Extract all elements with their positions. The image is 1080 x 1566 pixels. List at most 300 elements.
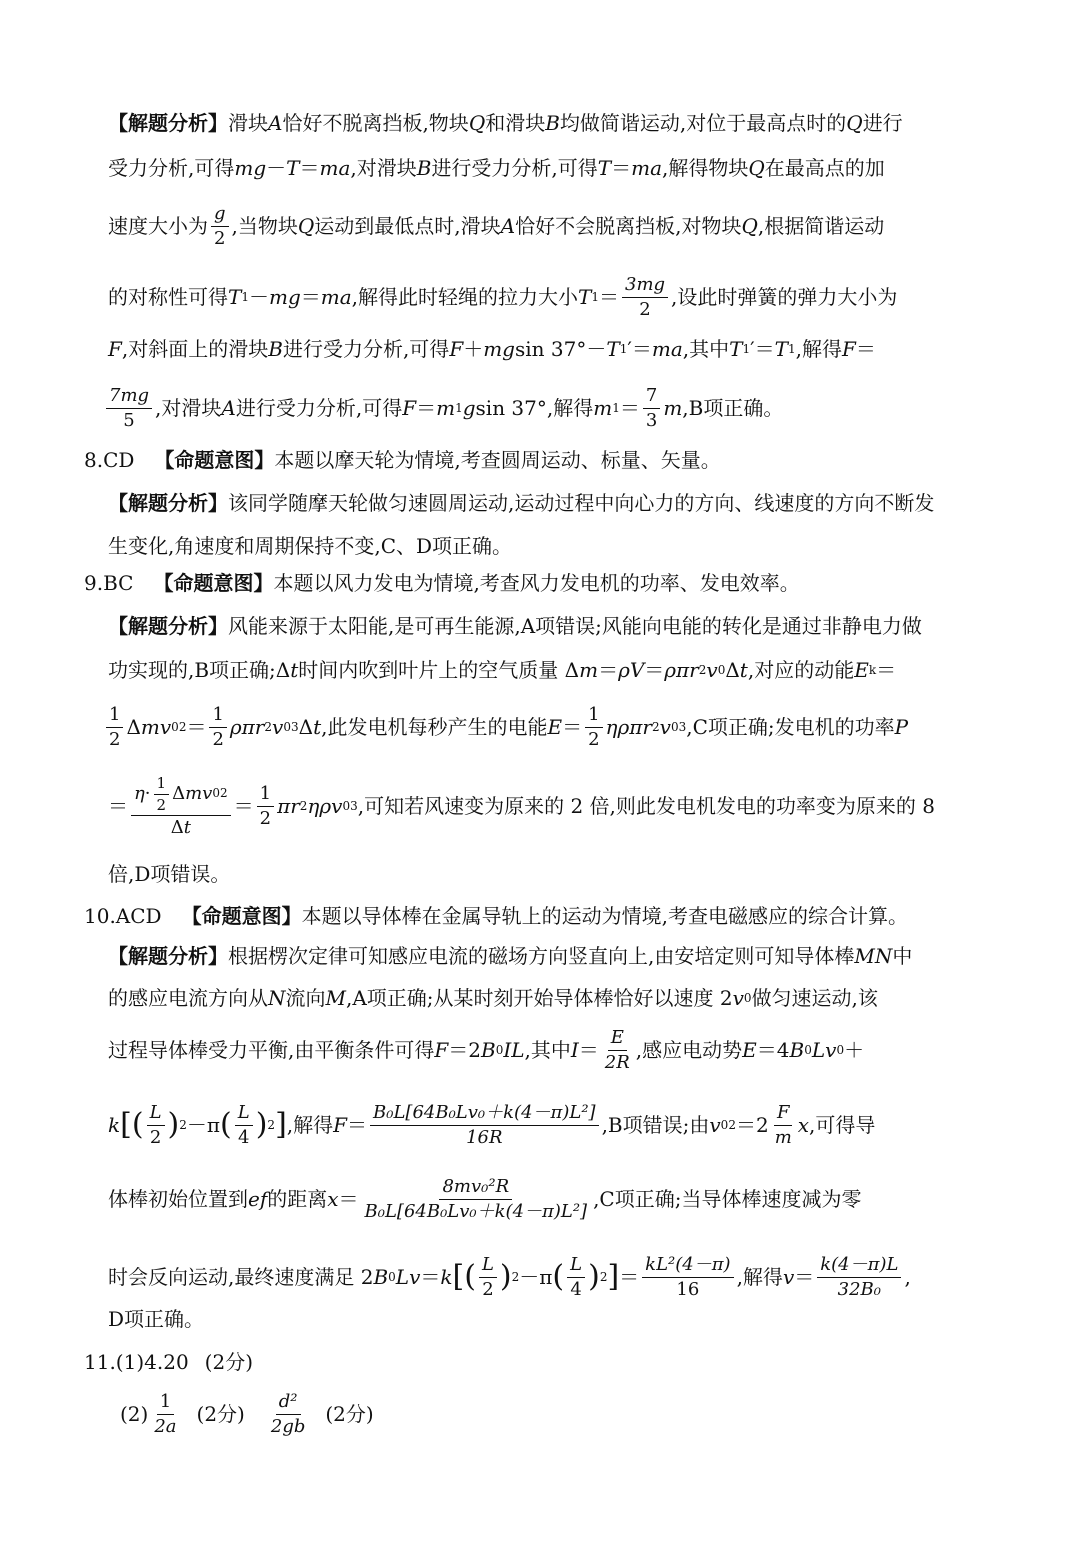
var: Q xyxy=(297,214,315,239)
fraction xyxy=(257,784,274,829)
text: 的对称性可得 xyxy=(108,285,228,310)
var: ρπr xyxy=(664,658,699,682)
text: 进行 xyxy=(862,111,903,135)
text: ,解得此时轻绳的拉力大小 xyxy=(351,285,579,310)
text: 均做简谐运动,对位于最高点时的 xyxy=(559,111,847,135)
var: M xyxy=(325,986,346,1010)
op: ＝ xyxy=(233,794,254,819)
subscript: 0 xyxy=(804,1043,812,1058)
var: ηρv xyxy=(307,794,343,819)
subscript: 0 xyxy=(720,1118,729,1133)
var: k xyxy=(108,1113,121,1138)
fraction xyxy=(362,1177,591,1222)
var: F xyxy=(842,337,856,361)
text: 做匀速运动,该 xyxy=(751,986,878,1010)
var: t xyxy=(183,817,191,838)
text: ,解得 xyxy=(286,1113,334,1138)
denominator: 2R xyxy=(604,1051,630,1073)
text: ,可得导 xyxy=(809,1113,876,1138)
var: x xyxy=(797,1113,810,1138)
fraction xyxy=(370,1103,599,1148)
text: 生变化,角速度和周期保持不变,C、D项正确。 xyxy=(108,534,513,558)
var: A xyxy=(500,214,516,239)
text: 受力分析,可得 xyxy=(108,156,235,180)
text: ,C项正确;发电机的功率 xyxy=(686,715,895,740)
numerator: g xyxy=(211,204,229,227)
text: 根据楞次定律可知感应电流的磁场方向竖直向上,由安培定则可知导体棒 xyxy=(228,944,855,968)
text: 在最高点的加 xyxy=(764,156,885,180)
superscript: 2 xyxy=(299,799,308,814)
superscript: 2 xyxy=(698,663,707,677)
text: 风能来源于太阳能,是可再生能源,A项错误;风能向电能的转化是通过非静电力做 xyxy=(228,614,922,638)
op: ＝ xyxy=(347,1113,368,1138)
var: Q xyxy=(468,111,486,135)
text: ,感应电动势 xyxy=(635,1038,743,1063)
op: ＝ xyxy=(562,715,583,740)
numerator: 3mg xyxy=(622,275,668,298)
var: m xyxy=(663,396,683,421)
text: 进行受力分析,可得 xyxy=(282,337,450,361)
paren: ) xyxy=(167,1107,180,1143)
numerator: 1 xyxy=(257,784,274,807)
var: B xyxy=(789,1038,805,1063)
fraction xyxy=(235,1103,253,1148)
text: ,此发电机每秒产生的电能 xyxy=(321,715,548,740)
item-8-header xyxy=(84,450,721,470)
text-line xyxy=(108,386,783,431)
subscript: 0 xyxy=(743,991,752,1005)
fraction xyxy=(479,1255,497,1300)
superscript: 2 xyxy=(267,1118,276,1133)
item-answer: 9.BC xyxy=(84,571,134,595)
fraction xyxy=(602,1028,633,1073)
text: ,当物块 xyxy=(231,214,298,239)
var: T xyxy=(228,285,242,310)
op: －π xyxy=(186,1113,221,1138)
numerator: L xyxy=(147,1103,165,1126)
subscript: 0 xyxy=(836,1043,845,1058)
fraction xyxy=(106,386,152,431)
var: v xyxy=(782,1265,795,1290)
var: ma xyxy=(631,156,663,180)
part-label: (2) xyxy=(120,1402,149,1427)
subscript: 1 xyxy=(619,342,628,356)
analysis-line xyxy=(108,113,903,133)
text: ,C项正确;当导体棒速度减为零 xyxy=(593,1187,862,1212)
text: ,对应的动能 xyxy=(747,658,855,682)
text-line xyxy=(108,988,878,1008)
text-line xyxy=(108,775,935,838)
var: T xyxy=(597,156,612,180)
fraction xyxy=(643,386,660,431)
text: ,对斜面上的滑块 xyxy=(121,337,269,361)
var: T xyxy=(774,337,788,361)
var: v xyxy=(706,658,718,682)
text: ,对滑块 xyxy=(155,396,222,421)
var: B xyxy=(373,1265,389,1290)
var: E xyxy=(547,715,563,740)
text: Δ xyxy=(126,715,141,740)
intent-tag: 【命题意图】 xyxy=(153,571,274,595)
op: － xyxy=(248,285,269,310)
op: ＝ xyxy=(619,1265,640,1290)
analysis-line xyxy=(108,616,922,636)
fraction xyxy=(106,705,123,750)
var: mg xyxy=(483,337,515,361)
paren: ( xyxy=(220,1107,232,1143)
var: F xyxy=(333,1113,348,1138)
denominator: 2 xyxy=(149,1126,162,1148)
denominator: 2gb xyxy=(270,1415,306,1437)
text: ,解得 xyxy=(795,337,842,361)
item-answer: 11.(1)4.20 xyxy=(84,1350,189,1374)
var: E xyxy=(854,658,869,682)
op: ＝ xyxy=(794,1265,815,1290)
text: ,根据简谐运动 xyxy=(757,214,885,239)
superscript: 2 xyxy=(599,1270,608,1285)
numerator: 1 xyxy=(106,705,123,728)
op: －π xyxy=(519,1265,553,1290)
fraction xyxy=(154,775,170,813)
fraction xyxy=(268,1392,309,1437)
numerator: 1 xyxy=(154,775,170,795)
text: Δ xyxy=(170,817,184,838)
var: Q xyxy=(846,111,863,135)
numerator: 1 xyxy=(209,705,226,728)
denominator: 2 xyxy=(639,298,651,320)
var: B xyxy=(480,1038,496,1063)
denominator: 2 xyxy=(212,728,224,750)
op: ＝ xyxy=(598,658,619,682)
paren: ) xyxy=(499,1259,512,1295)
subscript: 0 xyxy=(283,720,291,735)
denominator: 2a xyxy=(154,1415,177,1437)
text: 进行受力分析,可得 xyxy=(235,396,403,421)
score: (2分) xyxy=(196,1402,245,1427)
analysis-line xyxy=(108,493,934,513)
superscript: 3 xyxy=(350,799,358,814)
var: ma xyxy=(651,337,683,361)
text-line xyxy=(108,536,512,556)
score: (2分) xyxy=(325,1402,374,1427)
superscript: 2 xyxy=(728,1118,736,1133)
text: ,A项正确;从某时刻开始导体棒恰好以速度 2 xyxy=(345,986,733,1010)
text: 过程导体棒受力平衡,由平衡条件可得 xyxy=(108,1038,435,1063)
text: Δ xyxy=(298,715,314,740)
subscript: 0 xyxy=(670,720,679,735)
op: ＝ xyxy=(108,794,128,819)
op: ＝ xyxy=(578,1038,599,1063)
text-line xyxy=(108,660,896,680)
var: F xyxy=(402,396,417,421)
var: mv xyxy=(185,783,213,805)
text: 速度大小为 xyxy=(108,214,208,239)
text: 倍,D项错误。 xyxy=(108,862,231,886)
item-9-header xyxy=(84,573,800,593)
var: ρπr xyxy=(229,715,265,740)
var: T xyxy=(286,156,300,180)
text: ,其中 xyxy=(682,337,730,361)
op: ＝ xyxy=(416,396,437,421)
op: ＋ xyxy=(844,1038,865,1063)
numerator xyxy=(131,775,231,816)
text: sin 37°,解得 xyxy=(475,396,594,421)
op: ＝ xyxy=(619,396,640,421)
item-answer: 8.CD xyxy=(84,448,135,472)
fraction xyxy=(567,1255,585,1300)
superscript: 2 xyxy=(179,1118,187,1133)
var: v xyxy=(732,986,744,1010)
superscript: 2 xyxy=(219,786,228,801)
numerator: d² xyxy=(276,1392,301,1415)
op: ＝ xyxy=(186,715,207,740)
paren: ( xyxy=(131,1107,144,1143)
var: B xyxy=(545,111,560,135)
op: ＝2 xyxy=(735,1113,769,1138)
fraction xyxy=(209,705,226,750)
text: 时会反向运动,最终速度满足 2 xyxy=(108,1265,374,1290)
var: η xyxy=(134,783,145,805)
var: t xyxy=(313,715,322,740)
var: P xyxy=(894,715,909,740)
subscript: 1 xyxy=(788,342,796,356)
subscript: 1 xyxy=(591,290,599,305)
text: , xyxy=(904,1265,911,1290)
fraction xyxy=(147,1103,165,1148)
analysis-tag: 【解题分析】 xyxy=(108,944,228,968)
numerator: L xyxy=(235,1103,253,1126)
score: (2分) xyxy=(204,1350,254,1374)
subscript: 1 xyxy=(241,290,249,305)
text: 恰好不脱离挡板,物块 xyxy=(282,111,469,135)
bracket: [ xyxy=(120,1107,132,1143)
text: 中 xyxy=(892,944,913,968)
op: ＝ xyxy=(420,1265,441,1290)
numerator: 7 xyxy=(643,386,660,409)
analysis-tag: 【解题分析】 xyxy=(108,614,228,638)
numerator: L xyxy=(567,1255,585,1278)
var: t xyxy=(290,658,299,682)
text: 的距离 xyxy=(267,1187,328,1212)
var: Q xyxy=(741,214,758,239)
var: m xyxy=(593,396,613,421)
bracket: [ xyxy=(452,1259,465,1295)
subscript: 0 xyxy=(212,786,220,801)
subscript: 1 xyxy=(455,401,463,416)
denominator xyxy=(168,816,194,838)
text-line xyxy=(108,1103,875,1148)
numerator: k(4－π)L xyxy=(817,1255,901,1278)
text-line xyxy=(108,705,908,750)
var: Q xyxy=(748,156,765,180)
op: ＝ xyxy=(855,337,876,361)
numerator: B₀L[64B₀Lv₀＋k(4－π)L²] xyxy=(370,1103,599,1126)
var: mg xyxy=(234,156,267,180)
text: 运动到最低点时,滑块 xyxy=(314,214,501,239)
denominator: m xyxy=(774,1126,792,1148)
numerator: kL²(4－π) xyxy=(642,1255,733,1278)
fraction xyxy=(622,275,668,320)
text: ,设此时弹簧的弹力大小为 xyxy=(671,285,898,310)
numerator: F xyxy=(774,1103,793,1126)
op: － xyxy=(266,156,287,180)
var: ma xyxy=(320,285,352,310)
op: · xyxy=(144,783,151,805)
text: sin 37°－ xyxy=(514,337,607,361)
subscript: 0 xyxy=(388,1270,396,1285)
superscript: 2 xyxy=(178,720,187,735)
var: B xyxy=(268,337,283,361)
denominator: 16R xyxy=(466,1126,503,1148)
superscript: 2 xyxy=(651,720,660,735)
op: ＝ xyxy=(300,285,321,310)
denominator: 2 xyxy=(214,227,226,249)
var: mg xyxy=(268,285,301,310)
fraction xyxy=(211,204,229,249)
text: 进行受力分析,可得 xyxy=(431,156,598,180)
text: ,B项正确。 xyxy=(682,396,784,421)
op: ＝ xyxy=(611,156,632,180)
numerator: E xyxy=(608,1028,627,1051)
denominator: 4 xyxy=(570,1278,582,1300)
text: 本题以导体棒在金属导轨上的运动为情境,考查电磁感应的综合计算。 xyxy=(301,904,908,928)
analysis-tag: 【解题分析】 xyxy=(108,111,228,135)
fraction xyxy=(642,1255,733,1300)
text-line xyxy=(108,864,230,884)
intent-tag: 【命题意图】 xyxy=(154,448,275,472)
var: Lv xyxy=(395,1265,421,1290)
intent-tag: 【命题意图】 xyxy=(181,904,302,928)
var: ma xyxy=(319,156,351,180)
numerator: L xyxy=(479,1255,497,1278)
paren: ) xyxy=(255,1107,268,1143)
fraction xyxy=(151,1392,179,1437)
text: 该同学随摩天轮做匀速圆周运动,运动过程中向心力的方向、线速度的方向不断发 xyxy=(228,491,935,515)
numerator: 8mv₀²R xyxy=(439,1177,512,1200)
var: T xyxy=(578,285,592,310)
text-line xyxy=(108,1028,864,1073)
numerator: 7mg xyxy=(106,386,152,409)
op: ＝4 xyxy=(756,1038,790,1063)
var: v xyxy=(709,1113,721,1138)
denominator: 2 xyxy=(482,1278,494,1300)
analysis-line xyxy=(108,946,912,966)
var: E xyxy=(742,1038,757,1063)
var: Lv xyxy=(811,1038,837,1063)
fraction xyxy=(817,1255,901,1300)
text: D项正确。 xyxy=(108,1307,205,1331)
var: A xyxy=(221,396,236,421)
text: ,B项错误;由 xyxy=(601,1113,710,1138)
subscript: 1 xyxy=(742,342,751,356)
var: m xyxy=(579,658,599,682)
text: 体棒初始位置到 xyxy=(108,1187,248,1212)
text-line xyxy=(108,1177,861,1222)
text: 的感应电流方向从 xyxy=(108,986,268,1010)
text-line xyxy=(108,1309,204,1329)
var: m xyxy=(436,396,456,421)
var: v xyxy=(659,715,671,740)
text-line xyxy=(108,339,876,359)
subscript: 1 xyxy=(612,401,620,416)
var: x xyxy=(327,1187,339,1212)
var: ef xyxy=(248,1187,268,1212)
var: t xyxy=(739,658,748,682)
op: ＝ xyxy=(599,285,619,310)
op: ′＝ xyxy=(750,337,775,361)
analysis-tag: 【解题分析】 xyxy=(108,491,228,515)
var: N xyxy=(268,986,286,1010)
var: I xyxy=(570,1038,579,1063)
subscript: 0 xyxy=(717,663,726,677)
var: F xyxy=(449,337,464,361)
text: 功实现的,B项正确;Δ xyxy=(108,658,291,682)
numerator: 1 xyxy=(585,705,602,728)
var: T xyxy=(729,337,743,361)
superscript: 2 xyxy=(264,720,273,735)
var: g xyxy=(462,396,476,421)
text: Δ xyxy=(725,658,740,682)
text: ,可知若风速变为原来的 2 倍,则此发电机发电的功率变为原来的 8 xyxy=(357,794,935,819)
denominator: 2 xyxy=(156,795,167,814)
superscript: 2 xyxy=(511,1270,520,1285)
denominator: 2 xyxy=(588,728,600,750)
text-line xyxy=(108,1255,911,1300)
var: ηρπr xyxy=(605,715,652,740)
denominator: 5 xyxy=(123,409,135,431)
text-line xyxy=(108,204,884,249)
denominator: 2 xyxy=(109,728,121,750)
subscript: 0 xyxy=(171,720,179,735)
paren: ) xyxy=(588,1259,600,1295)
op: ＋ xyxy=(463,337,484,361)
var: πr xyxy=(277,794,300,819)
var: MN xyxy=(854,944,893,968)
var: v xyxy=(272,715,284,740)
denominator: 32B₀ xyxy=(837,1278,882,1300)
text: 本题以风力发电为情境,考查风力发电机的功率、发电效率。 xyxy=(273,571,800,595)
op: ＝2 xyxy=(448,1038,481,1063)
text: 恰好不会脱离挡板,对物块 xyxy=(515,214,742,239)
paren: ( xyxy=(552,1259,565,1295)
var: IL xyxy=(503,1038,525,1063)
bracket: ] xyxy=(275,1107,287,1143)
subscript: k xyxy=(868,663,877,677)
var: A xyxy=(268,111,283,135)
var: F xyxy=(434,1038,449,1063)
var: F xyxy=(108,337,122,361)
var: ρV xyxy=(618,658,645,682)
text: ,解得物块 xyxy=(662,156,749,180)
item-10-header xyxy=(84,906,908,926)
fraction xyxy=(772,1103,795,1148)
paren: ( xyxy=(464,1259,476,1295)
text: 和滑块 xyxy=(485,111,546,135)
item-11-part-2 xyxy=(120,1392,374,1437)
op: ＝ xyxy=(876,658,897,682)
op: ′＝ xyxy=(627,337,652,361)
var: T xyxy=(606,337,620,361)
subscript: 0 xyxy=(495,1043,504,1058)
text: ,其中 xyxy=(524,1038,571,1063)
text: 时间内吹到叶片上的空气质量 Δ xyxy=(298,658,580,682)
fraction xyxy=(585,705,602,750)
op: ＝ xyxy=(338,1187,359,1212)
item-answer: 10.ACD xyxy=(84,904,162,928)
text-line xyxy=(108,158,885,178)
item-11-header xyxy=(84,1352,253,1372)
bracket: ] xyxy=(607,1259,620,1295)
